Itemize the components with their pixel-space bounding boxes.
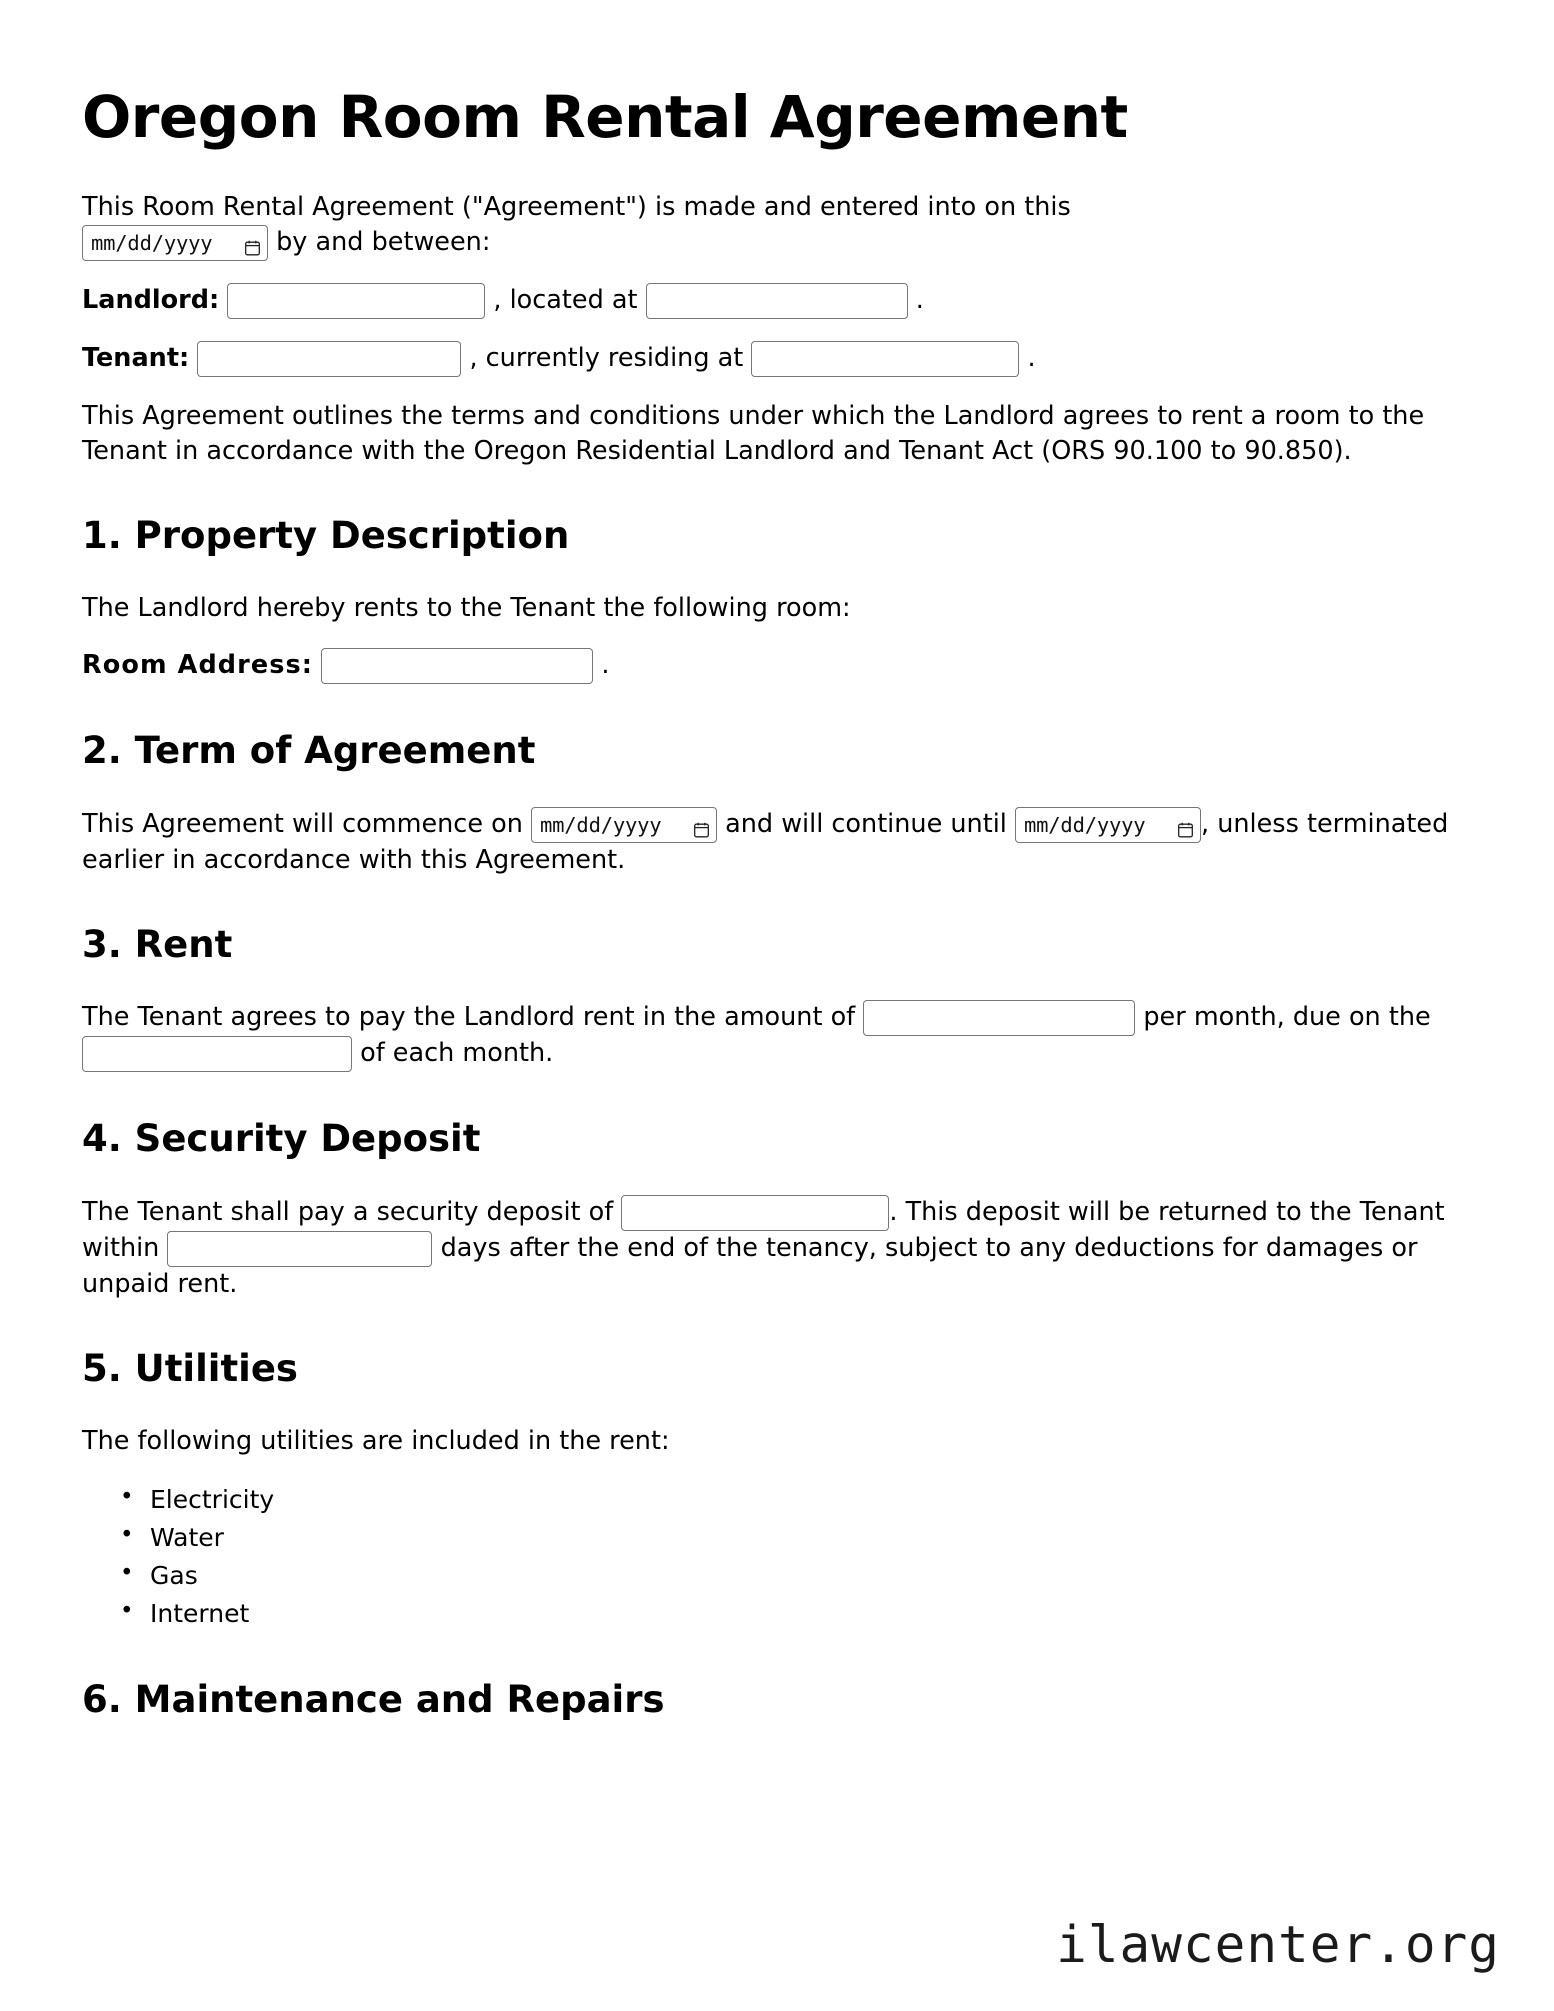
landlord-mid-text: , located at bbox=[493, 284, 638, 315]
tenant-line bbox=[82, 341, 1474, 377]
room-address-label: Room Address: bbox=[82, 650, 314, 681]
term-text-1: This Agreement will commence on bbox=[82, 808, 523, 839]
deposit-text-3: days after the end of the tenancy, subject to any deductions for damages or unpaid rent. bbox=[82, 1232, 1418, 1299]
room-address-line bbox=[82, 648, 1474, 684]
security-deposit-paragraph bbox=[82, 1195, 1472, 1302]
intro-paragraph bbox=[82, 190, 1472, 261]
calendar-icon[interactable] bbox=[245, 235, 260, 251]
term-of-agreement-paragraph bbox=[82, 807, 1472, 878]
list-item: • Internet bbox=[150, 1595, 1474, 1633]
list-item: • Water bbox=[150, 1519, 1474, 1557]
tenant-mid-text: , currently residing at bbox=[469, 342, 744, 373]
tenant-address-input[interactable] bbox=[751, 341, 1019, 377]
section-heading-property-description: 1. Property Description bbox=[82, 513, 570, 557]
tenant-end-text: . bbox=[1027, 342, 1036, 373]
rent-paragraph bbox=[82, 1000, 1472, 1072]
list-item: • Electricity bbox=[150, 1481, 1474, 1519]
tenant-name-input[interactable] bbox=[197, 341, 461, 377]
section-heading-rent: 3. Rent bbox=[82, 922, 233, 966]
rent-amount-input[interactable] bbox=[863, 1000, 1135, 1036]
site-watermark: ilawcenter.org bbox=[1056, 1916, 1500, 1975]
rent-text-1: The Tenant agrees to pay the Landlord rent in the amount of bbox=[82, 1002, 856, 1033]
rent-due-day-input[interactable] bbox=[82, 1036, 352, 1072]
rent-text-2: per month, due on the bbox=[1143, 1002, 1431, 1033]
calendar-icon[interactable] bbox=[1178, 817, 1193, 833]
landlord-address-input[interactable] bbox=[646, 283, 908, 319]
section-heading-security-deposit: 4. Security Deposit bbox=[82, 1117, 481, 1161]
room-address-end-text: . bbox=[601, 650, 610, 681]
term-text-3: , unless terminated earlier in accordance with this Agreement. bbox=[82, 808, 1449, 875]
property-description-intro: The Landlord hereby rents to the Tenant the following room: bbox=[82, 593, 851, 624]
intro-text-before-date: This Room Rental Agreement ("Agreement") is made and entered into on this bbox=[82, 191, 1071, 222]
landlord-name-input[interactable] bbox=[227, 283, 485, 319]
list-item: • Gas bbox=[150, 1557, 1474, 1595]
deposit-return-days-input[interactable] bbox=[167, 1231, 432, 1267]
landlord-label: Landlord: bbox=[82, 284, 220, 315]
landlord-line bbox=[82, 283, 1474, 319]
page-title: Oregon Room Rental Agreement bbox=[82, 83, 1128, 151]
calendar-icon[interactable] bbox=[694, 817, 709, 833]
deposit-text-2: . This deposit will be returned to the Tenant within bbox=[82, 1196, 1445, 1263]
rent-text-3: of each month. bbox=[360, 1038, 554, 1069]
room-address-input[interactable] bbox=[321, 648, 593, 684]
section-heading-utilities: 5. Utilities bbox=[82, 1346, 298, 1390]
security-deposit-amount-input[interactable] bbox=[621, 1195, 889, 1231]
agreement-date-input[interactable] bbox=[82, 225, 268, 261]
deposit-text-1: The Tenant shall pay a security deposit of bbox=[82, 1196, 614, 1227]
tenant-label: Tenant: bbox=[82, 342, 190, 373]
utilities-list bbox=[82, 1481, 1474, 1633]
commence-date-placeholder: mm/dd/yyyy bbox=[540, 812, 662, 837]
utilities-intro: The following utilities are included in the rent: bbox=[82, 1426, 670, 1457]
end-date-placeholder: mm/dd/yyyy bbox=[1024, 812, 1146, 837]
landlord-end-text: . bbox=[915, 284, 924, 315]
intro-text-after-date: by and between: bbox=[276, 226, 491, 257]
section-heading-maintenance-and-repairs: 6. Maintenance and Repairs bbox=[82, 1677, 665, 1721]
section-heading-term-of-agreement: 2. Term of Agreement bbox=[82, 729, 536, 773]
agreement-date-placeholder: mm/dd/yyyy bbox=[91, 230, 213, 255]
preamble-paragraph: This Agreement outlines the terms and conditions under which the Landlord agrees to rent a room to the Tenant in accordance with the Oregon Residential Landlord and Tenant Act (ORS 90.100 to 90.850). bbox=[82, 400, 1425, 466]
term-text-2: and will continue until bbox=[725, 808, 1007, 839]
commence-date-input[interactable] bbox=[531, 807, 717, 843]
end-date-input[interactable] bbox=[1015, 807, 1201, 843]
